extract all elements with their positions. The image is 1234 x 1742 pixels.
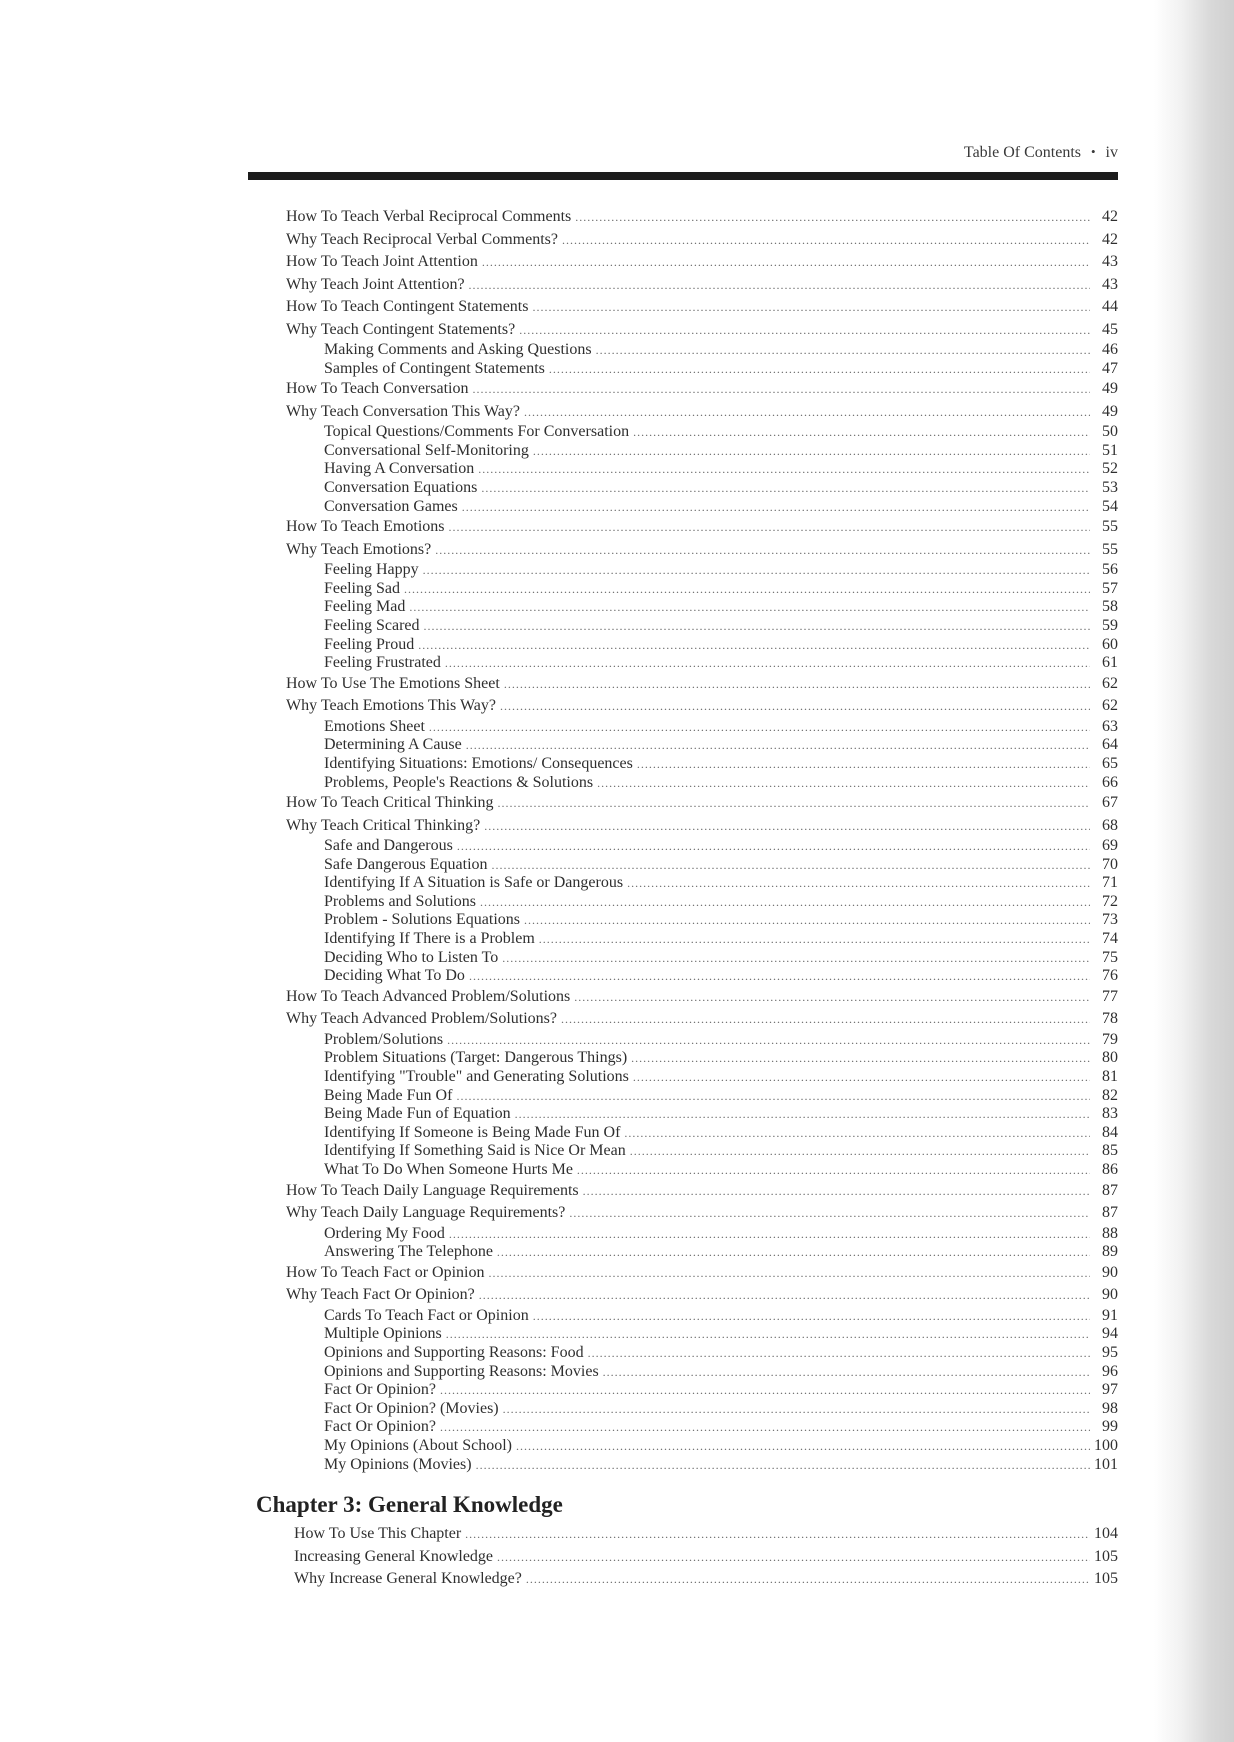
dot-leader xyxy=(504,673,1090,696)
toc-entry-page: 56 xyxy=(1102,561,1118,579)
toc-entry-label: Why Teach Conversation This Way? xyxy=(286,402,520,420)
toc-entry-page: 89 xyxy=(1102,1243,1118,1261)
toc-entry-page: 66 xyxy=(1102,773,1118,791)
toc-entry-label: Problem Situations (Target: Dangerous Things) xyxy=(324,1049,628,1067)
toc-entry-label: Fact Or Opinion? xyxy=(324,1418,436,1436)
dot-leader xyxy=(575,206,1090,229)
toc-entry-label: Answering The Telephone xyxy=(324,1243,493,1261)
toc-entry-page: 54 xyxy=(1102,497,1118,515)
toc-entry-label: Identifying "Trouble" and Generating Solutions xyxy=(324,1068,629,1086)
toc-entry-page: 90 xyxy=(1102,1286,1118,1304)
toc-entry-label: Ordering My Food xyxy=(324,1224,445,1242)
dot-leader xyxy=(446,1325,1090,1344)
dot-leader xyxy=(532,296,1090,319)
toc-entry-label: Conversational Self-Monitoring xyxy=(324,441,529,459)
toc-entry-page: 87 xyxy=(1102,1181,1118,1199)
dot-leader xyxy=(423,561,1090,580)
toc-entry-page: 100 xyxy=(1094,1436,1118,1454)
dot-leader xyxy=(479,1284,1090,1307)
toc-entry xyxy=(286,580,1118,599)
dot-leader xyxy=(465,1523,1090,1546)
toc-entry xyxy=(286,792,1118,815)
toc-entry xyxy=(286,423,1118,442)
toc-entry-label: Deciding What To Do xyxy=(324,967,465,985)
toc-entry-label: Why Teach Fact Or Opinion? xyxy=(286,1286,475,1304)
toc-entry xyxy=(286,930,1118,949)
toc-entry-label: Identifying If A Situation is Safe or Dangerous xyxy=(324,874,624,892)
toc-entry-page: 46 xyxy=(1102,341,1118,358)
toc-entry-page: 59 xyxy=(1102,616,1118,634)
toc-entry xyxy=(286,673,1118,696)
toc-entry-page: 45 xyxy=(1102,320,1118,338)
dot-leader xyxy=(498,792,1090,815)
toc-entry-label: How To Teach Advanced Problem/Solutions xyxy=(286,987,571,1005)
chapter-toc-list xyxy=(294,1523,1118,1591)
toc-entry xyxy=(286,736,1118,755)
toc-entry xyxy=(286,378,1118,401)
dot-leader xyxy=(624,1124,1090,1143)
toc-entry-page: 49 xyxy=(1102,402,1118,420)
toc-entry-label: Fact Or Opinion? xyxy=(324,1381,436,1399)
dot-leader xyxy=(516,1437,1090,1456)
toc-entry-page: 104 xyxy=(1094,1525,1118,1542)
toc-entry-label: Fact Or Opinion? (Movies) xyxy=(324,1399,499,1417)
toc-entry-page: 55 xyxy=(1102,518,1118,536)
toc-entry xyxy=(286,856,1118,875)
toc-entry-label: Being Made Fun of Equation xyxy=(324,1105,511,1123)
dot-leader xyxy=(456,1087,1090,1106)
toc-entry-page: 81 xyxy=(1102,1068,1118,1086)
toc-entry-page: 83 xyxy=(1102,1105,1118,1123)
toc-entry xyxy=(286,479,1118,498)
toc-entry-page: 55 xyxy=(1102,540,1118,558)
dot-leader xyxy=(478,460,1090,479)
toc-entry-page: 88 xyxy=(1102,1224,1118,1242)
toc-list xyxy=(286,206,1118,1474)
toc-entry-label: Feeling Scared xyxy=(324,616,420,634)
toc-entry-label: Safe Dangerous Equation xyxy=(324,855,488,873)
toc-entry xyxy=(286,1307,1118,1326)
toc-entry xyxy=(286,1087,1118,1106)
toc-entry xyxy=(286,1031,1118,1050)
toc-entry-label: Feeling Happy xyxy=(324,561,419,579)
page-edge-shadow xyxy=(1154,0,1234,1742)
toc-entry-page: 80 xyxy=(1102,1049,1118,1067)
dot-leader xyxy=(447,1031,1090,1050)
toc-entry-page: 99 xyxy=(1102,1418,1118,1436)
toc-entry-page: 75 xyxy=(1102,948,1118,966)
toc-entry xyxy=(286,229,1118,252)
toc-entry-page: 64 xyxy=(1102,736,1118,754)
dot-leader xyxy=(418,636,1090,655)
dot-leader xyxy=(603,1363,1090,1382)
toc-entry-page: 49 xyxy=(1102,380,1118,398)
toc-entry-label: How To Teach Conversation xyxy=(286,380,469,398)
header-text xyxy=(964,144,1118,162)
toc-entry-label: Why Teach Emotions This Way? xyxy=(286,697,496,715)
dot-leader xyxy=(533,1307,1090,1326)
toc-entry xyxy=(286,1262,1118,1285)
dot-leader xyxy=(526,1568,1090,1591)
toc-entry xyxy=(286,1008,1118,1031)
dot-leader xyxy=(597,774,1090,793)
toc-entry-page: 94 xyxy=(1102,1325,1118,1343)
toc-entry-label: Why Teach Critical Thinking? xyxy=(286,816,481,834)
toc-entry-label: Increasing General Knowledge xyxy=(294,1547,494,1565)
toc-entry xyxy=(286,1243,1118,1262)
toc-entry-page: 42 xyxy=(1102,230,1118,248)
toc-entry-page: 82 xyxy=(1102,1086,1118,1104)
toc-entry xyxy=(286,1400,1118,1419)
dot-leader xyxy=(519,319,1090,342)
toc-entry-page: 65 xyxy=(1102,754,1118,772)
dot-leader xyxy=(630,1142,1090,1161)
toc-entry-label: Emotions Sheet xyxy=(324,717,425,735)
dot-leader xyxy=(524,401,1090,424)
toc-entry-label: Opinions and Supporting Reasons: Food xyxy=(324,1343,584,1361)
toc-entry xyxy=(286,967,1118,986)
toc-entry-page: 85 xyxy=(1102,1142,1118,1160)
toc-entry xyxy=(286,949,1118,968)
dot-leader xyxy=(569,1202,1090,1225)
toc-entry xyxy=(286,360,1118,379)
toc-entry xyxy=(286,893,1118,912)
dot-leader xyxy=(440,1381,1090,1400)
toc-entry-page: 70 xyxy=(1102,855,1118,873)
toc-entry-label: Multiple Opinions xyxy=(324,1325,442,1343)
toc-entry xyxy=(286,986,1118,1009)
toc-entry-label: Why Teach Advanced Problem/Solutions? xyxy=(286,1010,557,1028)
toc-entry-label: Feeling Sad xyxy=(324,579,400,597)
toc-entry xyxy=(286,1344,1118,1363)
dot-leader xyxy=(637,755,1090,774)
toc-entry-page: 76 xyxy=(1102,967,1118,985)
dot-leader xyxy=(482,251,1090,274)
toc-entry xyxy=(286,755,1118,774)
toc-entry-label: How To Teach Daily Language Requirements xyxy=(286,1181,579,1199)
toc-entry-page: 60 xyxy=(1102,635,1118,653)
toc-entry xyxy=(286,460,1118,479)
toc-entry xyxy=(286,1437,1118,1456)
toc-entry-label: Identifying If Something Said is Nice Or Mean xyxy=(324,1142,626,1160)
toc-entry xyxy=(286,319,1118,342)
toc-entry xyxy=(286,206,1118,229)
toc-entry-page: 62 xyxy=(1102,674,1118,692)
toc-entry xyxy=(294,1546,1118,1569)
toc-entry xyxy=(286,539,1118,562)
toc-entry-page: 72 xyxy=(1102,892,1118,910)
toc-entry-page: 53 xyxy=(1102,478,1118,496)
dot-leader xyxy=(588,1344,1090,1363)
dot-leader xyxy=(435,539,1090,562)
toc-entry xyxy=(286,1049,1118,1068)
toc-entry-label: How To Teach Verbal Reciprocal Comments xyxy=(286,208,572,225)
header-title: Table Of Contents xyxy=(963,144,1081,161)
header-page-number: iv xyxy=(1105,144,1118,161)
toc-entry xyxy=(286,774,1118,793)
dot-leader xyxy=(627,874,1090,893)
dot-leader xyxy=(577,1161,1090,1180)
toc-entry-label: Identifying Situations: Emotions/ Consequences xyxy=(324,754,633,772)
toc-entry-page: 62 xyxy=(1102,697,1118,715)
toc-entry-label: Identifying If There is a Problem xyxy=(324,930,535,948)
dot-leader xyxy=(476,1456,1090,1475)
toc-entry xyxy=(286,1068,1118,1087)
dot-leader xyxy=(524,911,1090,930)
toc-entry xyxy=(286,1225,1118,1244)
dot-leader xyxy=(481,479,1090,498)
dot-leader xyxy=(583,1180,1090,1203)
toc-entry-page: 98 xyxy=(1102,1399,1118,1417)
toc-entry-label: How To Use The Emotions Sheet xyxy=(286,674,500,692)
dot-leader xyxy=(631,1049,1090,1068)
dot-leader xyxy=(466,736,1090,755)
dot-leader xyxy=(562,229,1090,252)
toc-entry-label: Feeling Frustrated xyxy=(324,654,441,672)
dot-leader xyxy=(502,949,1090,968)
toc-entry-label: Identifying If Someone is Being Made Fun Of xyxy=(324,1123,621,1141)
header-rule xyxy=(248,172,1118,180)
toc-entry-page: 58 xyxy=(1102,598,1118,616)
toc-entry-page: 95 xyxy=(1102,1343,1118,1361)
toc-entry xyxy=(286,1381,1118,1400)
toc-entry-label: How To Teach Critical Thinking xyxy=(286,794,494,812)
dot-leader xyxy=(462,498,1090,517)
dot-leader xyxy=(440,1418,1090,1437)
toc-entry xyxy=(286,718,1118,737)
toc-entry xyxy=(286,498,1118,517)
toc-entry-label: How To Teach Emotions xyxy=(286,518,445,536)
toc-entry-label: My Opinions (About School) xyxy=(324,1436,512,1454)
dot-leader xyxy=(633,1068,1090,1087)
chapter-heading: Chapter 3: General Knowledge xyxy=(256,1492,563,1517)
toc-entry xyxy=(286,274,1118,297)
toc-entry xyxy=(286,296,1118,319)
dot-leader xyxy=(500,695,1090,718)
toc-entry-page: 87 xyxy=(1102,1204,1118,1222)
toc-entry-page: 79 xyxy=(1102,1030,1118,1048)
toc-entry-label: Conversation Games xyxy=(324,497,458,515)
toc-entry-label: Why Teach Daily Language Requirements? xyxy=(286,1204,566,1222)
toc-entry-label: Deciding Who to Listen To xyxy=(324,948,499,966)
toc-entry-label: My Opinions (Movies) xyxy=(324,1455,472,1473)
toc-entry xyxy=(286,561,1118,580)
toc-entry xyxy=(286,911,1118,930)
toc-entry xyxy=(286,1363,1118,1382)
dot-leader xyxy=(633,423,1090,442)
toc-entry-label: Why Teach Reciprocal Verbal Comments? xyxy=(286,230,558,248)
toc-entry-page: 90 xyxy=(1102,1263,1118,1281)
toc-entry-label: Being Made Fun Of xyxy=(324,1086,453,1104)
toc-entry-label: How To Teach Joint Attention xyxy=(286,253,478,270)
toc-entry-label: How To Teach Fact or Opinion xyxy=(286,1263,485,1281)
toc-entry xyxy=(286,1142,1118,1161)
toc-entry xyxy=(294,1568,1118,1591)
toc-entry-label: Having A Conversation xyxy=(324,460,475,478)
toc-entry-label: Why Teach Emotions? xyxy=(286,540,432,558)
dot-leader xyxy=(480,893,1090,912)
toc-entry-page: 86 xyxy=(1102,1161,1118,1178)
toc-entry-page: 43 xyxy=(1102,275,1118,293)
toc-entry-label: Problems, People's Reactions & Solutions xyxy=(324,773,594,791)
toc-entry-page: 44 xyxy=(1102,298,1118,315)
toc-entry-label: Why Teach Contingent Statements? xyxy=(286,320,516,338)
toc-entry-page: 97 xyxy=(1102,1381,1118,1399)
dot-leader xyxy=(596,341,1090,360)
dot-leader xyxy=(457,837,1090,856)
toc-entry-page: 73 xyxy=(1102,911,1118,929)
toc-entry-label: How To Use This Chapter xyxy=(294,1525,462,1542)
toc-entry xyxy=(286,1418,1118,1437)
toc-entry xyxy=(286,837,1118,856)
toc-entry-page: 47 xyxy=(1102,359,1118,377)
toc-entry xyxy=(286,401,1118,424)
dot-leader xyxy=(574,986,1090,1009)
toc-entry xyxy=(286,874,1118,893)
toc-entry xyxy=(286,1105,1118,1124)
toc-entry-label: Conversation Equations xyxy=(324,478,478,496)
toc-entry-page: 69 xyxy=(1102,837,1118,855)
toc-entry-page: 50 xyxy=(1102,423,1118,441)
toc-entry xyxy=(286,617,1118,636)
toc-entry-page: 67 xyxy=(1102,794,1118,812)
toc-entry xyxy=(286,654,1118,673)
dot-leader xyxy=(445,654,1090,673)
toc-entry xyxy=(286,1161,1118,1180)
toc-entry-label: Determining A Cause xyxy=(324,736,462,754)
toc-entry-label: Problem/Solutions xyxy=(324,1030,444,1048)
dot-leader xyxy=(561,1008,1090,1031)
dot-leader xyxy=(503,1400,1090,1419)
toc-entry-page: 52 xyxy=(1102,460,1118,478)
dot-leader xyxy=(515,1105,1090,1124)
bullet-icon: • xyxy=(1090,144,1096,159)
toc-entry xyxy=(286,815,1118,838)
toc-entry-label: Feeling Mad xyxy=(324,598,406,616)
toc-entry-page: 91 xyxy=(1102,1306,1118,1324)
toc-entry-page: 84 xyxy=(1102,1123,1118,1141)
toc-entry xyxy=(286,341,1118,360)
toc-entry xyxy=(286,1284,1118,1307)
toc-entry-label: Problem - Solutions Equations xyxy=(324,911,520,929)
toc-entry-page: 77 xyxy=(1102,987,1118,1005)
dot-leader xyxy=(424,617,1090,636)
toc-entry-page: 61 xyxy=(1102,654,1118,672)
toc-entry xyxy=(286,516,1118,539)
toc-entry xyxy=(286,1456,1118,1475)
toc-entry-label: Cards To Teach Fact or Opinion xyxy=(324,1306,529,1324)
dot-leader xyxy=(448,516,1090,539)
toc-entry-page: 74 xyxy=(1102,930,1118,948)
dot-leader xyxy=(409,598,1090,617)
dot-leader xyxy=(549,360,1090,379)
toc-entry xyxy=(286,1180,1118,1203)
toc-entry-label: Samples of Contingent Statements xyxy=(324,359,545,377)
toc-entry-page: 42 xyxy=(1102,208,1118,225)
running-header xyxy=(248,144,1118,172)
toc-entry xyxy=(286,636,1118,655)
toc-entry-page: 57 xyxy=(1102,579,1118,597)
toc-entry xyxy=(286,1202,1118,1225)
dot-leader xyxy=(492,856,1090,875)
toc-entry-label: Why Teach Joint Attention? xyxy=(286,275,465,293)
toc-entry xyxy=(286,251,1118,274)
toc-entry-label: Making Comments and Asking Questions xyxy=(324,341,592,358)
toc-entry-page: 96 xyxy=(1102,1362,1118,1380)
toc-entry-label: How To Teach Contingent Statements xyxy=(286,298,529,315)
dot-leader xyxy=(449,1225,1090,1244)
toc-entry-label: Problems and Solutions xyxy=(324,892,477,910)
dot-leader xyxy=(539,930,1090,949)
toc-entry xyxy=(286,1325,1118,1344)
dot-leader xyxy=(429,718,1090,737)
toc-entry-page: 101 xyxy=(1094,1455,1118,1473)
toc-entry-page: 68 xyxy=(1102,816,1118,834)
toc-entry-page: 78 xyxy=(1102,1010,1118,1028)
toc-entry-page: 105 xyxy=(1094,1570,1118,1587)
toc-entry-page: 71 xyxy=(1102,874,1118,892)
toc-entry xyxy=(286,1124,1118,1143)
toc-entry-label: Opinions and Supporting Reasons: Movies xyxy=(324,1362,599,1380)
toc-entry-label: Why Increase General Knowledge? xyxy=(294,1570,522,1587)
toc-entry-label: What To Do When Someone Hurts Me xyxy=(324,1161,573,1178)
dot-leader xyxy=(488,1262,1090,1285)
toc-entry xyxy=(286,442,1118,461)
toc-entry-page: 51 xyxy=(1102,441,1118,459)
dot-leader xyxy=(497,1243,1090,1262)
toc-entry-page: 63 xyxy=(1102,717,1118,735)
toc-entry-label: Feeling Proud xyxy=(324,635,415,653)
dot-leader xyxy=(469,274,1090,297)
toc-entry xyxy=(294,1523,1118,1546)
dot-leader xyxy=(484,815,1090,838)
dot-leader xyxy=(469,967,1090,986)
toc-entry xyxy=(286,598,1118,617)
toc-entry-label: Safe and Dangerous xyxy=(324,837,453,855)
toc-entry-page: 105 xyxy=(1094,1547,1118,1565)
toc-entry-page: 43 xyxy=(1102,253,1118,270)
dot-leader xyxy=(533,442,1090,461)
dot-leader xyxy=(472,378,1090,401)
dot-leader xyxy=(497,1546,1090,1569)
toc-entry-label: Topical Questions/Comments For Conversation xyxy=(324,423,630,441)
toc-entry xyxy=(286,695,1118,718)
dot-leader xyxy=(404,580,1090,599)
